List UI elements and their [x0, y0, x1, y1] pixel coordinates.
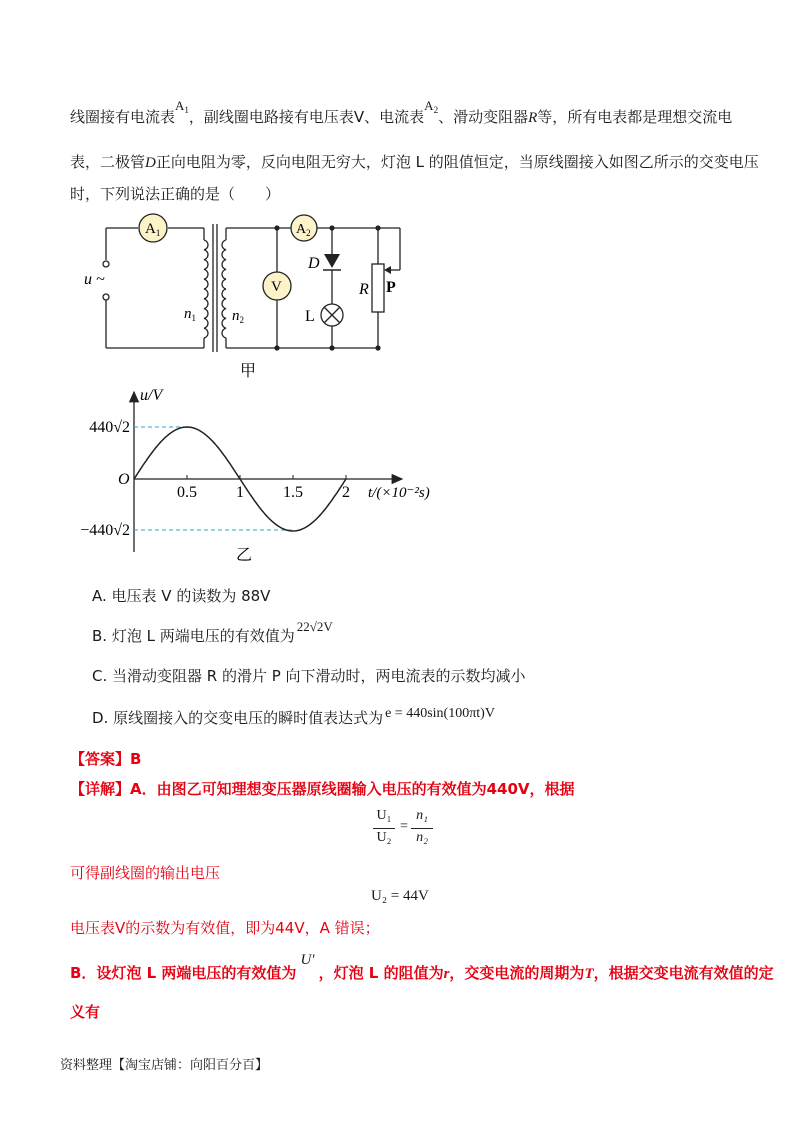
detail-line-4: [70, 952, 774, 984]
detail-line-3: 电压表V的示数为有效值，即为44V，A 错误；: [70, 919, 380, 937]
ratio-equation: [373, 808, 433, 852]
figure-caption-jia: 甲: [240, 363, 257, 380]
detail-line-2: 可得副线圈的输出电压: [70, 864, 221, 882]
text-segment: 线圈接有电流表: [70, 108, 176, 126]
slider-arrow-icon: [384, 266, 391, 274]
option-d[interactable]: [92, 708, 495, 730]
secondary-voltage-equation: U₂ = 44V: [371, 888, 429, 904]
detail-line-5: 义有: [70, 1003, 101, 1021]
symbol-u-prime: U′: [300, 952, 315, 968]
text-segment: 等，所有电表都是理想交流电: [537, 108, 733, 126]
text-segment: ，交变电流的周期为: [449, 964, 585, 982]
ammeter-1-label: $A_1$: [145, 221, 161, 238]
diode-icon: [324, 254, 340, 268]
question-line-2: [70, 152, 759, 173]
x-tick-label: 1.5: [283, 484, 303, 501]
text-segment: ，副线圈电路接有电压表V、电流表: [188, 108, 425, 126]
option-a-text: A. 电压表 V 的读数为 88V: [92, 587, 271, 605]
text-segment: 正向电阻为零，反向电阻无穷大，灯泡 L 的阻值恒定，当原线圈接入如图乙所示的交变电压: [155, 153, 759, 171]
option-b-text: B. 灯泡 L 两端电压的有效值为: [92, 627, 295, 645]
diode-label: D: [308, 255, 320, 272]
ymin-label: −440√2: [80, 522, 130, 539]
text-segment: ，灯泡 L 的阻值为: [318, 964, 444, 982]
y-axis-label: u/V: [140, 387, 163, 404]
question-line-1: [70, 98, 733, 132]
eq-equals: =: [400, 819, 408, 834]
text-segment: ，根据交变电流有效值的定: [593, 964, 774, 982]
resistor-symbol: R: [528, 110, 538, 126]
voltage-waveform-chart: [60, 380, 460, 565]
question-line-3: 时，下列说法正确的是（ ）: [70, 185, 281, 203]
option-b[interactable]: [92, 619, 333, 647]
text-segment: B．设灯泡 L 两端电压的有效值为: [70, 964, 297, 982]
diode-symbol: D: [145, 155, 156, 171]
primary-turns-label: $n_1$: [184, 306, 196, 323]
footer-note: 资料整理【淘宝店铺：向阳百分百】: [60, 1058, 269, 1073]
ammeter-a2-label: $A_2$: [424, 98, 439, 115]
circuit-diagram: [80, 208, 420, 383]
x-axis-label: t/(×10⁻²s): [368, 485, 430, 501]
option-d-math: e = 440sin(100πt)V: [385, 706, 495, 721]
detail-line-1: 【详解】A．由图乙可知理想变压器原线圈输入电压的有效值为440V，根据: [70, 780, 575, 798]
option-d-text: D. 原线圈接入的交变电压的瞬时值表达式为: [92, 709, 384, 727]
x-tick-label: 2: [342, 484, 350, 501]
option-b-math: 22√2V: [296, 619, 333, 634]
eq-numerator-left: U₁: [376, 808, 392, 823]
text-segment: 表，二极管: [70, 153, 146, 171]
option-c[interactable]: [92, 666, 526, 686]
figure-caption-yi: 乙: [236, 547, 253, 564]
origin-label: O: [118, 471, 130, 488]
x-tick-label: 1: [236, 484, 244, 501]
option-a[interactable]: [92, 586, 270, 606]
voltmeter-label: V: [271, 279, 282, 295]
eq-numerator-right: n₁: [416, 808, 428, 823]
source-label: u ~: [84, 271, 105, 288]
eq-denominator-left: U₂: [376, 830, 392, 845]
symbol-t: T: [584, 966, 594, 982]
secondary-turns-label: $n_2$: [232, 308, 244, 325]
ymax-label: 440√2: [89, 419, 130, 436]
slider-label: P: [386, 279, 396, 296]
lamp-label: L: [305, 308, 315, 325]
symbol-r: r: [443, 966, 450, 982]
option-c-text: C. 当滑动变阻器 R 的滑片 P 向下滑动时，两电流表的示数均减小: [92, 667, 526, 685]
text-segment: 、滑动变阻器: [438, 108, 529, 126]
ammeter-2-label: $A_2$: [296, 222, 311, 238]
ammeter-a1-label: $A_1$: [175, 98, 189, 115]
resistor-label: R: [359, 281, 369, 298]
eq-denominator-right: n₂: [416, 830, 428, 845]
x-tick-label: 0.5: [177, 484, 197, 501]
answer-label: 【答案】B: [70, 750, 142, 768]
